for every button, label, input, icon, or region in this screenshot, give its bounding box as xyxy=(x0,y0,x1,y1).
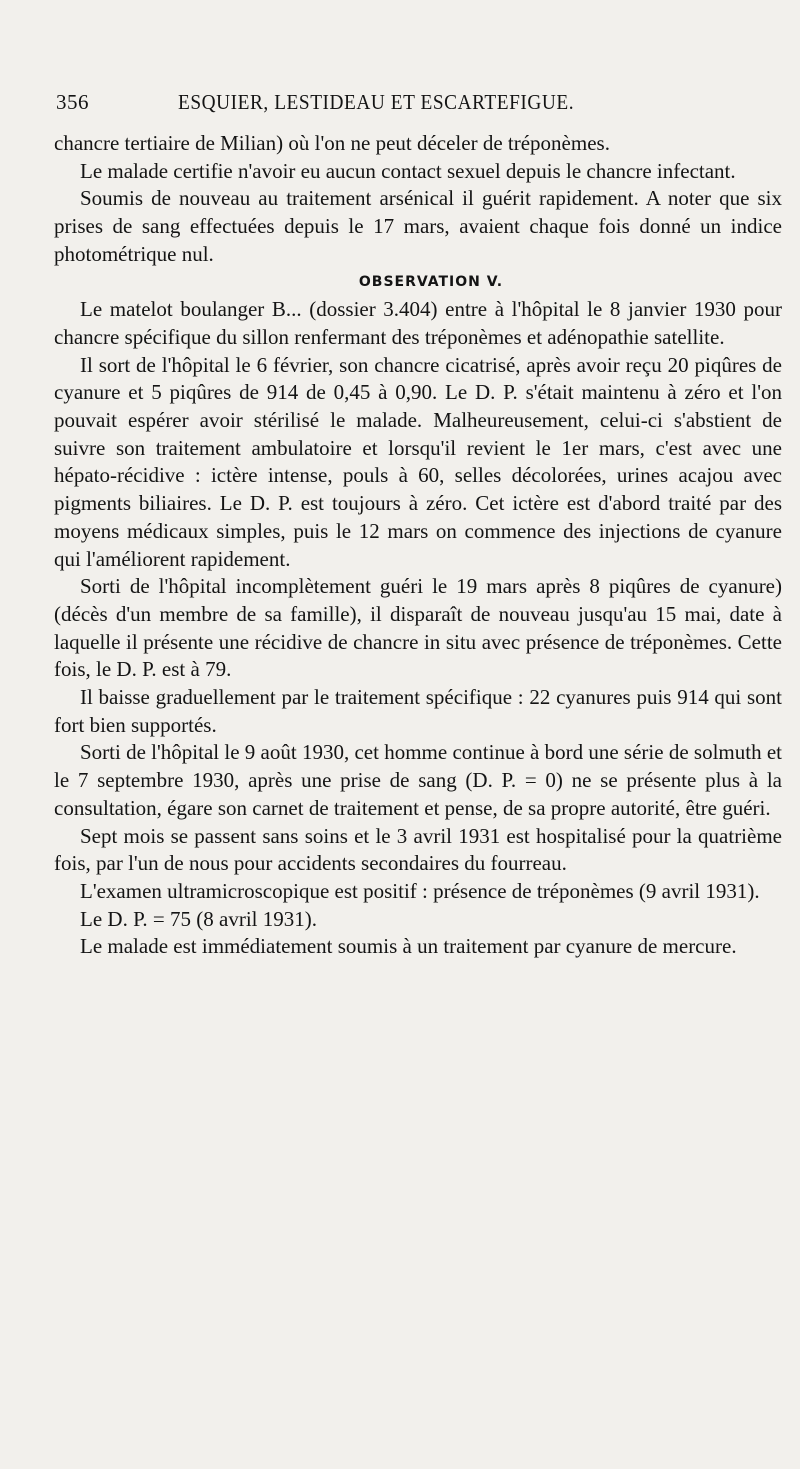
paragraph: Sorti de l'hôpital incomplètement guéri le 19 mars après 8 piqûres de cyanure) (décès d'un membre de sa famille), il disparaît de nouveau jusqu'au 15 mai, date à laquelle il présente une récidive de chancre in situ avec présence de tréponèmes. Cette fois, le D. P. est à 79. xyxy=(54,574,782,682)
paragraph: Il sort de l'hôpital le 6 février, son chancre cicatrisé, après avoir reçu 20 piqûres de cyanure et 5 piqûres de 914 de 0,45 à 0,90. Le D. P. s'était maintenu à zéro et l'on pouvait espérer avoir stérilisé le malade. Malheureusement, celui-ci s'abstient de suivre son traitement ambulatoire et lorsqu'il revient le 1er mars, c'est avec une hépato-récidive : ictère intense, pouls à 60, selles décolorées, urines acajou avec pigments biliaires. Le D. P. est toujours à zéro. Cet ictère est d'abord traité par des moyens médicaux simples, puis le 12 mars on commence des injections de cyanure qui l'améliorent rapidement. xyxy=(54,352,782,571)
paragraph: Le malade certifie n'avoir eu aucun contact sexuel depuis le chancre infectant. xyxy=(80,158,736,183)
paragraph: Soumis de nouveau au traitement arsénical il guérit rapidement. A noter que six prises de sang effectuées depuis le 17 mars, avaient chaque fois donné un indice photométrique nul. xyxy=(54,186,782,266)
page-header xyxy=(56,90,772,126)
paragraph: Le malade est immédiatement soumis à un traitement par cyanure de mercure. xyxy=(80,934,737,959)
body-text xyxy=(54,130,782,961)
paragraph: Le D. P. = 75 (8 avril 1931). xyxy=(80,906,317,931)
paragraph: Le matelot boulanger B... (dossier 3.404) entre à l'hôpital le 8 janvier 1930 pour chancre spécifique du sillon renfermant des tréponèmes et adénopathie satellite. xyxy=(54,297,782,349)
paragraph: Sept mois se passent sans soins et le 3 avril 1931 est hospitalisé pour la quatrième fois, par l'un de nous pour accidents secondaires du fourreau. xyxy=(54,823,782,876)
paragraph: L'examen ultramicroscopique est positif : présence de tréponèmes (9 avril 1931). xyxy=(80,878,760,903)
page-number: 356 xyxy=(56,90,89,114)
paragraph: chancre tertiaire de Milian) où l'on ne peut déceler de tréponèmes. xyxy=(54,131,610,155)
running-title: ESQUIER, LESTIDEAU ET ESCARTEFIGUE. xyxy=(178,90,575,114)
paragraph: Sorti de l'hôpital le 9 août 1930, cet homme continue à bord une série de solmuth et le 7 septembre 1930, après une prise de sang (D. P. = 0) ne se présente plus à la consultation, égare son carnet de traitement et pense, de sa propre autorité, être guéri. xyxy=(54,740,782,820)
paragraph: Il baisse graduellement par le traitement spécifique : 22 cyanures puis 914 qui sont fort bien supportés. xyxy=(54,685,782,737)
section-heading: OBSERVATION V. xyxy=(358,273,504,290)
